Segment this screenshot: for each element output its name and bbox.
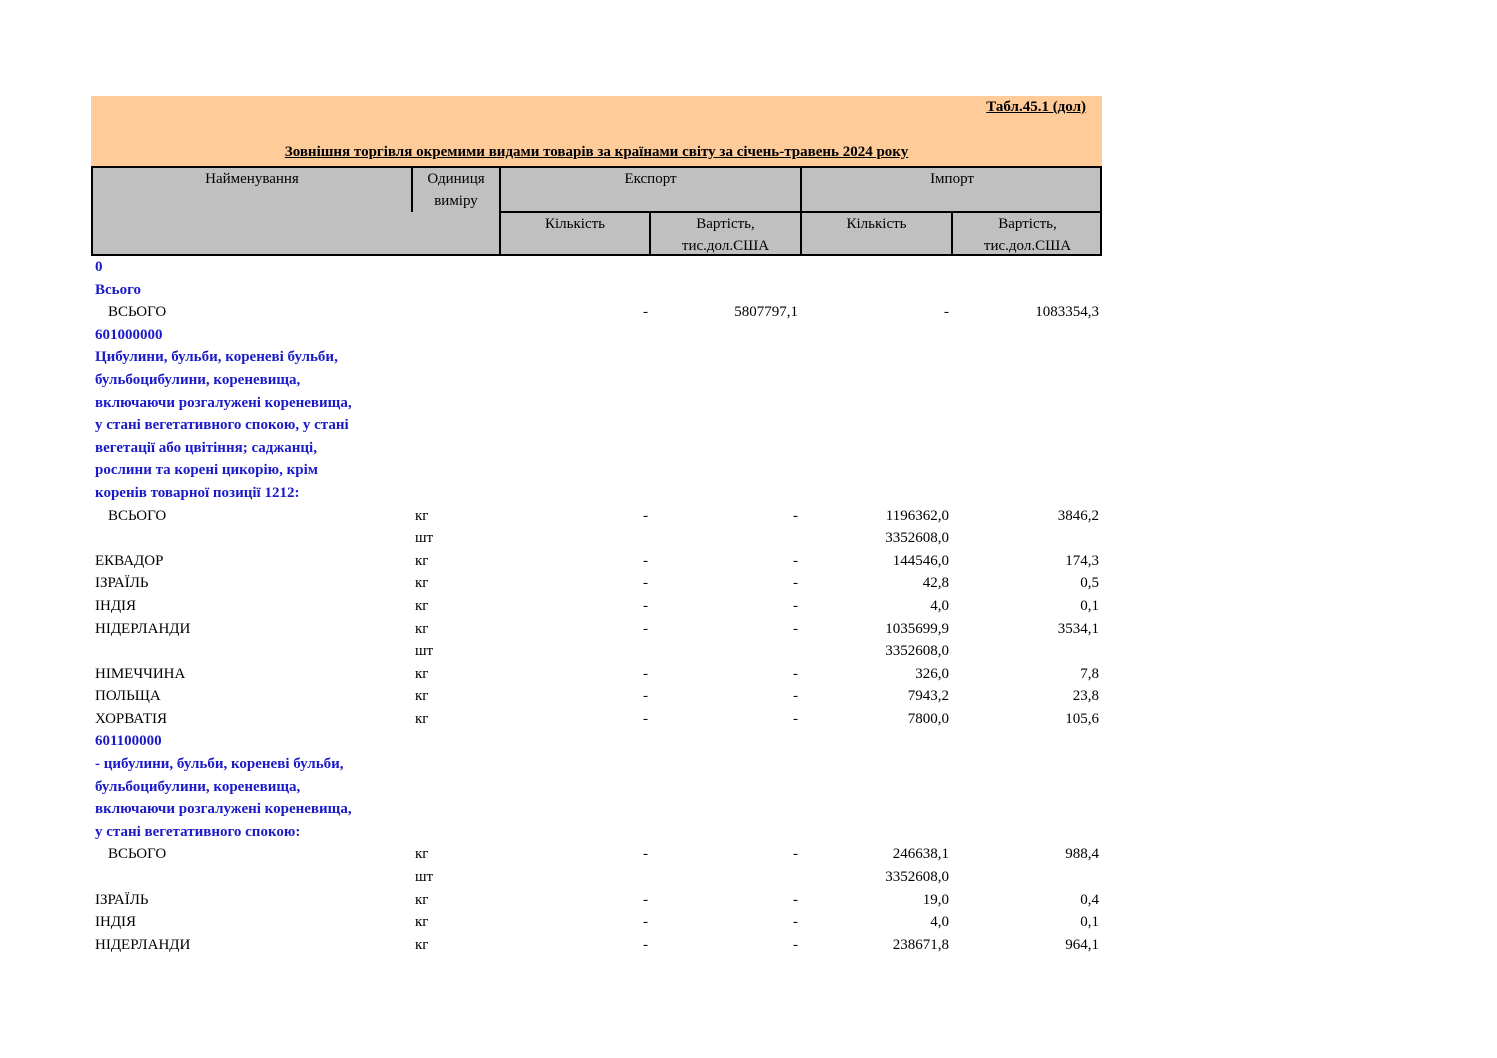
header-import-value-line1: Вартість, xyxy=(998,216,1057,232)
header-export-value xyxy=(651,213,800,257)
cell-import-value: 964,1 xyxy=(1065,936,1099,953)
section-code-row xyxy=(91,324,1102,347)
section-description-row xyxy=(91,279,1102,302)
cell-name: бульбоцибулини, кореневища, xyxy=(95,778,301,795)
header-unit-line2: виміру xyxy=(434,193,478,209)
cell-unit: кг xyxy=(415,507,429,524)
cell-import-qty: 7943,2 xyxy=(907,688,949,705)
cell-import-value: 0,1 xyxy=(1080,597,1099,614)
table-row xyxy=(91,527,1102,550)
cell-import-qty: 238671,8 xyxy=(892,936,949,953)
cell-import-value: 0,4 xyxy=(1080,891,1099,908)
cell-name: ПОЛЬЩА xyxy=(95,688,161,705)
cell-import-qty: 3352608,0 xyxy=(885,869,949,886)
cell-export-qty: - xyxy=(643,688,648,705)
header-name: Найменування xyxy=(205,171,299,187)
cell-unit: кг xyxy=(415,552,429,569)
table-row xyxy=(91,618,1102,641)
cell-import-qty: 7800,0 xyxy=(907,710,949,727)
table-row xyxy=(91,663,1102,686)
cell-unit: шт xyxy=(415,530,434,547)
cell-unit: кг xyxy=(415,620,429,637)
title-banner xyxy=(91,96,1102,166)
cell-name: НІДЕРЛАНДИ xyxy=(95,936,191,953)
cell-import-value: 7,8 xyxy=(1080,665,1099,682)
cell-name: 601100000 xyxy=(95,733,162,750)
cell-export-qty: - xyxy=(643,507,648,524)
section-description-row xyxy=(91,346,1102,369)
table-row xyxy=(91,889,1102,912)
document-title: Зовнішня торгівля окремими видами товарів за країнами світу за січень-травень 2024 року xyxy=(284,144,909,160)
table-row xyxy=(91,843,1102,866)
cell-unit: кг xyxy=(415,665,429,682)
cell-import-qty: 144546,0 xyxy=(892,552,949,569)
cell-export-value: - xyxy=(793,597,798,614)
trade-table-sheet xyxy=(91,96,1102,956)
cell-export-qty: - xyxy=(643,597,648,614)
header-export-value-line2: тис.дол.США xyxy=(681,238,770,254)
cell-export-value: - xyxy=(793,507,798,524)
cell-import-qty: - xyxy=(944,304,949,321)
cell-name: вегетації або цвітіння; саджанці, xyxy=(95,439,317,456)
cell-import-value: 988,4 xyxy=(1065,846,1099,863)
cell-export-qty: - xyxy=(643,914,648,931)
cell-unit: кг xyxy=(415,710,429,727)
cell-import-qty: 1035699,9 xyxy=(885,620,949,637)
cell-import-qty: 326,0 xyxy=(915,665,949,682)
section-description-row xyxy=(91,753,1102,776)
cell-export-qty: - xyxy=(643,665,648,682)
section-description-row xyxy=(91,369,1102,392)
cell-export-qty: - xyxy=(643,620,648,637)
cell-import-qty: 246638,1 xyxy=(892,846,949,863)
cell-export-value: 5807797,1 xyxy=(734,304,798,321)
cell-name: ВСЬОГО xyxy=(108,304,167,321)
cell-name: у стані вегетативного спокою: xyxy=(95,823,301,840)
cell-unit: кг xyxy=(415,846,429,863)
cell-unit: кг xyxy=(415,597,429,614)
cell-export-value: - xyxy=(793,936,798,953)
cell-name: включаючи розгалужені кореневища, xyxy=(95,801,352,818)
cell-unit: кг xyxy=(415,575,429,592)
cell-import-value: 105,6 xyxy=(1065,710,1099,727)
cell-unit: шт xyxy=(415,643,434,660)
cell-name: рослини та корені цикорію, крім xyxy=(95,462,318,479)
section-description-row xyxy=(91,414,1102,437)
section-description-row xyxy=(91,798,1102,821)
header-export-value-line1: Вартість, xyxy=(696,216,755,232)
section-description-row xyxy=(91,821,1102,844)
header-unit-line1: Одиниця xyxy=(427,171,485,187)
table-reference: Табл.45.1 (дол) xyxy=(986,99,1086,115)
cell-export-value: - xyxy=(793,688,798,705)
header-export: Експорт xyxy=(624,171,677,187)
cell-name: НІМЕЧЧИНА xyxy=(95,665,186,682)
cell-export-value: - xyxy=(793,710,798,727)
cell-name: включаючи розгалужені кореневища, xyxy=(95,394,352,411)
cell-name: Всього xyxy=(95,281,142,298)
cell-import-qty: 3352608,0 xyxy=(885,530,949,547)
cell-import-qty: 19,0 xyxy=(922,891,949,908)
cell-export-value: - xyxy=(793,891,798,908)
cell-export-value: - xyxy=(793,552,798,569)
cell-unit: кг xyxy=(415,914,429,931)
cell-name: ВСЬОГО xyxy=(108,846,167,863)
table-body xyxy=(91,256,1102,956)
table-row xyxy=(91,595,1102,618)
section-description-row xyxy=(91,392,1102,415)
cell-export-value: - xyxy=(793,620,798,637)
cell-name: 0 xyxy=(95,259,103,275)
cell-export-qty: - xyxy=(643,552,648,569)
header-unit xyxy=(413,168,499,212)
section-code-row xyxy=(91,256,1102,279)
section-description-row xyxy=(91,776,1102,799)
table-header xyxy=(91,166,1102,256)
cell-name: 601000000 xyxy=(95,326,163,343)
table-row xyxy=(91,708,1102,731)
cell-name: ВСЬОГО xyxy=(108,507,167,524)
table-row xyxy=(91,866,1102,889)
cell-name: ІЗРАЇЛЬ xyxy=(95,891,149,908)
table-row xyxy=(91,550,1102,573)
cell-name: ІНДІЯ xyxy=(95,914,137,931)
cell-import-value: 3846,2 xyxy=(1057,507,1099,524)
cell-import-value: 3534,1 xyxy=(1057,620,1099,637)
cell-name: коренів товарної позиції 1212: xyxy=(95,484,300,501)
cell-name: - цибулини, бульби, кореневі бульби, xyxy=(95,756,344,773)
section-description-row xyxy=(91,482,1102,505)
header-import: Імпорт xyxy=(930,171,974,187)
cell-name: ХОРВАТІЯ xyxy=(95,710,167,727)
cell-unit: шт xyxy=(415,869,434,886)
cell-name: бульбоцибулини, кореневища, xyxy=(95,371,301,388)
cell-import-value: 23,8 xyxy=(1072,688,1099,705)
cell-export-qty: - xyxy=(643,575,648,592)
cell-import-value: 174,3 xyxy=(1065,552,1099,569)
table-row xyxy=(91,934,1102,957)
section-description-row xyxy=(91,459,1102,482)
header-import-qty: Кількість xyxy=(846,216,907,232)
cell-export-qty: - xyxy=(643,304,648,321)
cell-export-qty: - xyxy=(643,846,648,863)
cell-name: ІНДІЯ xyxy=(95,597,137,614)
table-row xyxy=(91,911,1102,934)
cell-unit: кг xyxy=(415,936,429,953)
cell-export-qty: - xyxy=(643,710,648,727)
cell-export-value: - xyxy=(793,846,798,863)
table-row xyxy=(91,301,1102,324)
cell-export-value: - xyxy=(793,914,798,931)
header-import-value-line2: тис.дол.США xyxy=(983,238,1072,254)
cell-export-qty: - xyxy=(643,891,648,908)
cell-import-qty: 42,8 xyxy=(922,575,949,592)
table-row xyxy=(91,640,1102,663)
cell-export-qty: - xyxy=(643,936,648,953)
table-row xyxy=(91,685,1102,708)
cell-name: у стані вегетативного спокою, у стані xyxy=(95,417,349,434)
cell-name: ІЗРАЇЛЬ xyxy=(95,575,149,592)
cell-import-qty: 4,0 xyxy=(930,597,949,614)
cell-export-value: - xyxy=(793,665,798,682)
cell-import-qty: 4,0 xyxy=(930,914,949,931)
section-description-row xyxy=(91,437,1102,460)
cell-name: НІДЕРЛАНДИ xyxy=(95,620,191,637)
cell-unit: кг xyxy=(415,891,429,908)
table-row xyxy=(91,505,1102,528)
cell-import-value: 1083354,3 xyxy=(1035,304,1099,321)
header-export-qty: Кількість xyxy=(544,216,605,232)
cell-import-value: 0,1 xyxy=(1080,914,1099,931)
table-row xyxy=(91,572,1102,595)
cell-name: ЕКВАДОР xyxy=(95,552,164,569)
section-code-row xyxy=(91,730,1102,753)
cell-name: Цибулини, бульби, кореневі бульби, xyxy=(95,349,338,366)
cell-export-value: - xyxy=(793,575,798,592)
cell-import-qty: 1196362,0 xyxy=(885,507,949,524)
cell-import-qty: 3352608,0 xyxy=(885,643,949,660)
header-import-value xyxy=(953,213,1102,257)
cell-import-value: 0,5 xyxy=(1080,575,1099,592)
cell-unit: кг xyxy=(415,688,429,705)
